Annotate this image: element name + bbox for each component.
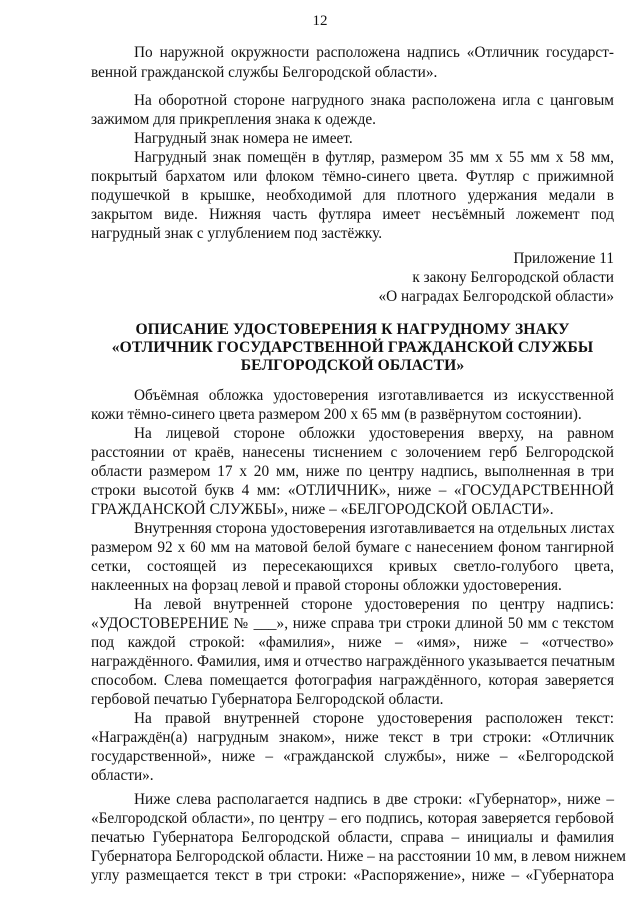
paragraph-line: под каждой строкой: «фамилия», ниже – «имя», ниже – «отчество» (91, 634, 614, 651)
appendix-law-title: «О наградах Белгородской области» (378, 288, 614, 305)
paragraph-line: «Награждён(а) нагрудным знаком», ниже текст в три строки: «Отличник (91, 729, 614, 746)
paragraph-line: расстоянии от краёв, нанесены тиснением с золочением герб Белгородской (91, 444, 614, 461)
paragraph-line: На оборотной стороне нагрудного знака расположена игла с цанговым (134, 92, 614, 109)
paragraph-line: кожи тёмно-синего цвета размером 200 х 65 мм (в развёрнутом состоянии). (91, 406, 582, 423)
paragraph-line: области размером 17 х 20 мм, ниже по центру надпись, выполненная в три (91, 463, 614, 480)
paragraph-line: подушечкой в крышке, необходимой для плотного удержания медали в (91, 187, 614, 204)
paragraph-line: печатью Губернатора Белгородской области, справа – инициалы и фамилия (91, 829, 614, 846)
paragraph-line: Внутренняя сторона удостоверения изготавливается на отдельных листах (134, 520, 615, 537)
paragraph-line: гербовой печатью Губернатора Белгородской области. (91, 691, 444, 708)
paragraph-line: углу размещается текст в три строки: «Распоряжение», ниже – «Губернатора (91, 867, 614, 884)
appendix-number: Приложение 11 (513, 250, 614, 267)
paragraph-line: «УДОСТОВЕРЕНИЕ № ___», ниже справа три строки длиной 50 мм с текстом (91, 615, 614, 632)
paragraph-line: По наружной окружности расположена надпись «Отличник государст- (134, 44, 614, 61)
paragraph-line: покрытый бархатом или флоком тёмно-синего цвета. Футляр с прижимной (91, 168, 614, 185)
paragraph-line: венной гражданской службы Белгородской области». (91, 64, 438, 81)
document-title-line: ОПИСАНИЕ УДОСТОВЕРЕНИЯ К НАГРУДНОМУ ЗНАКУ (135, 321, 570, 338)
paragraph-line: Губернатора Белгородской области. Ниже – на расстоянии 10 мм, в левом нижнем (91, 848, 626, 865)
paragraph-line: области». (91, 767, 154, 784)
paragraph-line: Нагрудный знак помещён в футляр, размером 35 мм х 55 мм х 58 мм, (134, 149, 614, 166)
paragraph-line: государственной», ниже – «гражданской службы», ниже – «Белгородской (91, 748, 614, 765)
paragraph-line: наклеенных на форзац левой и правой стороны обложки удостоверения. (91, 577, 562, 594)
paragraph-line: На лицевой стороне обложки удостоверения вверху, на равном (134, 425, 614, 442)
paragraph-line: способом. Слева помещается фотография награждённого, которая заверяется (91, 672, 614, 689)
appendix-law: к закону Белгородской области (412, 269, 614, 286)
paragraph-line: Ниже слева располагается надпись в две строки: «Губернатор», ниже – (134, 791, 614, 808)
paragraph-line: закрытом виде. Нижняя часть футляра имеет несъёмный ложемент под (91, 206, 614, 223)
paragraph-line: ГРАЖДАНСКОЙ СЛУЖБЫ», ниже – «БЕЛГОРОДСКОЙ ОБЛАСТИ». (91, 501, 554, 518)
paragraph-line: «Белгородской области», по центру – его подпись, которая заверяется гербовой (91, 810, 614, 827)
paragraph-line: Объёмная обложка удостоверения изготавливается из искусственной (134, 387, 614, 404)
paragraph-line: На правой внутренней стороне удостоверения расположен текст: (134, 710, 614, 727)
document-title-line: БЕЛГОРОДСКОЙ ОБЛАСТИ» (240, 357, 465, 374)
paragraph-line: На левой внутренней стороне удостоверения по центру надпись: (134, 596, 614, 613)
paragraph-line: зажимом для прикрепления знака к одежде. (91, 111, 376, 128)
paragraph-line: награждённого. Фамилия, имя и отчество награждённого указывается печатным (91, 653, 615, 670)
document-title-line: «ОТЛИЧНИК ГОСУДАРСТВЕННОЙ ГРАЖДАНСКОЙ СЛУЖБЫ (111, 339, 594, 356)
paragraph-line: Нагрудный знак номера не имеет. (134, 130, 353, 147)
paragraph-line: строки высотой букв 4 мм: «ОТЛИЧНИК», ниже – «ГОСУДАРСТВЕННОЙ (91, 482, 614, 499)
paragraph-line: сетки, состоящей из пересекающихся кривых светло-голубого цвета, (91, 558, 614, 575)
paragraph-line: нагрудный знак с углублением под застёжку. (91, 225, 383, 242)
paragraph-line: размером 92 х 60 мм на матовой белой бумаге с нанесением фоном тангирной (91, 539, 614, 556)
page-number: 12 (312, 13, 328, 29)
